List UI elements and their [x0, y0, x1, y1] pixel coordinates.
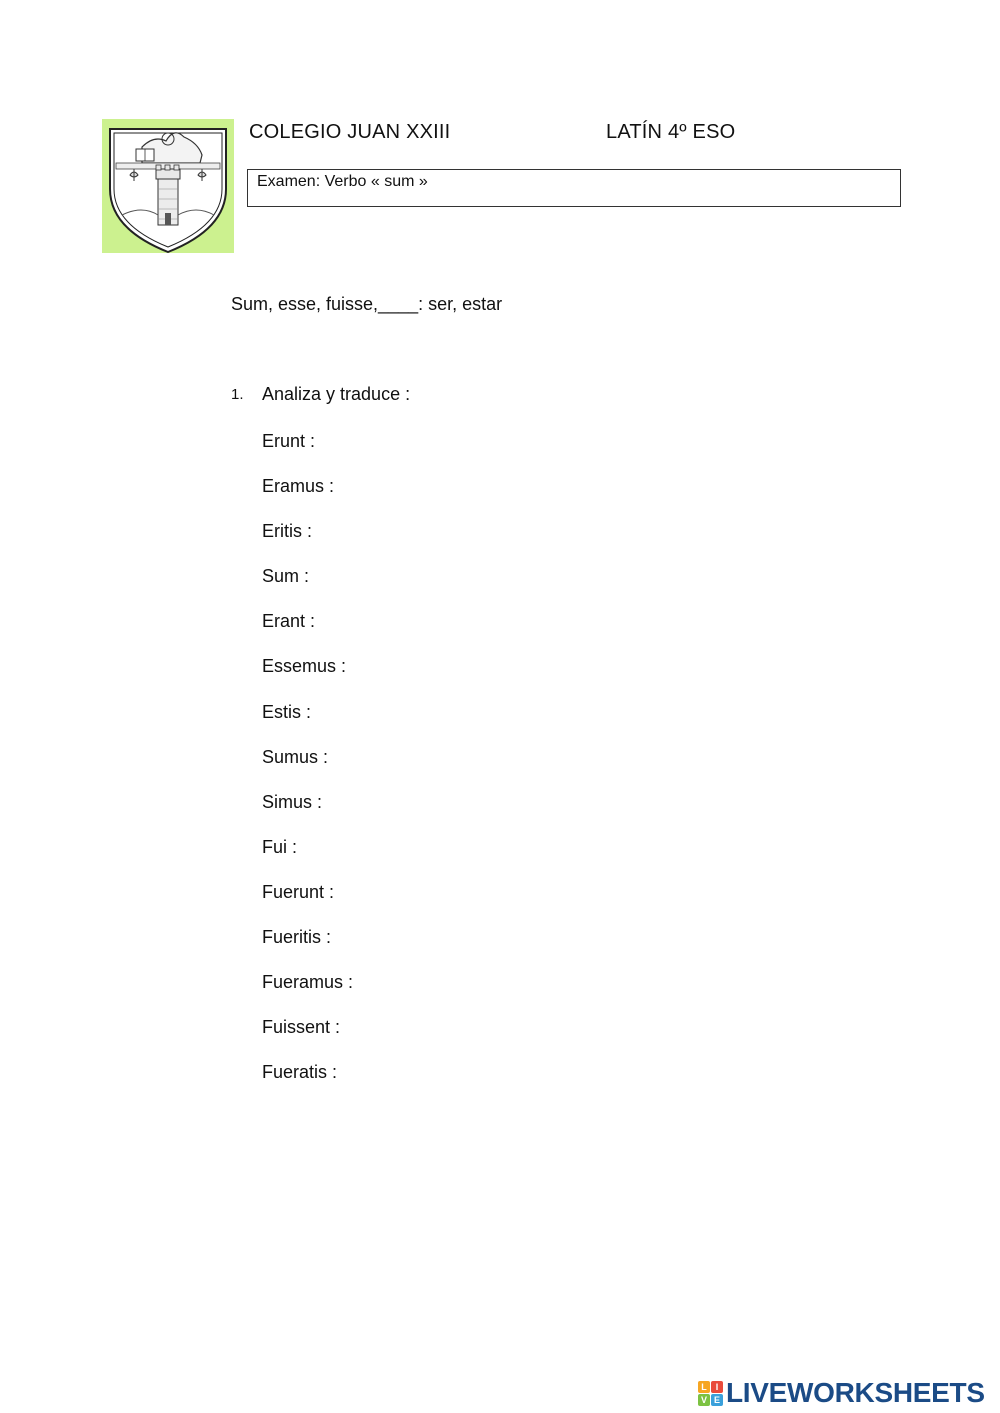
subject-course: LATÍN 4º ESO: [606, 121, 736, 143]
exam-title: Examen: Verbo « sum »: [257, 173, 428, 190]
verb-form-item: Fuissent :: [262, 1017, 341, 1038]
logo-letter: V: [698, 1394, 710, 1406]
school-crest-logo: [102, 119, 234, 253]
logo-letter: L: [698, 1381, 710, 1393]
verb-form-item: Essemus :: [262, 656, 347, 677]
verb-form-item: Sum :: [262, 566, 310, 587]
verb-form-item: Erant :: [262, 611, 316, 632]
school-name: COLEGIO JUAN XXIII: [249, 121, 451, 143]
principal-parts: Sum, esse, fuisse,____: ser, estar: [231, 294, 503, 314]
verb-form-item: Fueramus :: [262, 972, 354, 993]
verb-form-item: Eritis :: [262, 521, 313, 542]
liveworksheets-icon: [698, 1381, 723, 1406]
verb-form-item: Estis :: [262, 701, 312, 722]
verb-form-item: Fui :: [262, 836, 298, 857]
question-number: 1.: [231, 386, 244, 403]
logo-letter: I: [711, 1381, 723, 1393]
verb-form-item: Fueratis :: [262, 1062, 338, 1083]
liveworksheets-logo[interactable]: [698, 1378, 985, 1408]
exam-title-box: [247, 169, 901, 207]
question-title: Analiza y traduce :: [262, 384, 411, 404]
verb-form-item: Sumus :: [262, 746, 329, 767]
verb-form-item: Fuerunt :: [262, 881, 335, 902]
verb-form-item: Fueritis :: [262, 927, 332, 948]
verb-form-item: Erunt :: [262, 431, 316, 451]
verb-form-item: Eramus :: [262, 476, 335, 497]
shield-icon: [102, 119, 234, 253]
verb-form-item: Simus :: [262, 791, 323, 812]
logo-text: LIVEWORKSHEETS: [726, 1377, 985, 1408]
logo-letter: E: [711, 1394, 723, 1406]
verb-form-list: [262, 429, 353, 1105]
